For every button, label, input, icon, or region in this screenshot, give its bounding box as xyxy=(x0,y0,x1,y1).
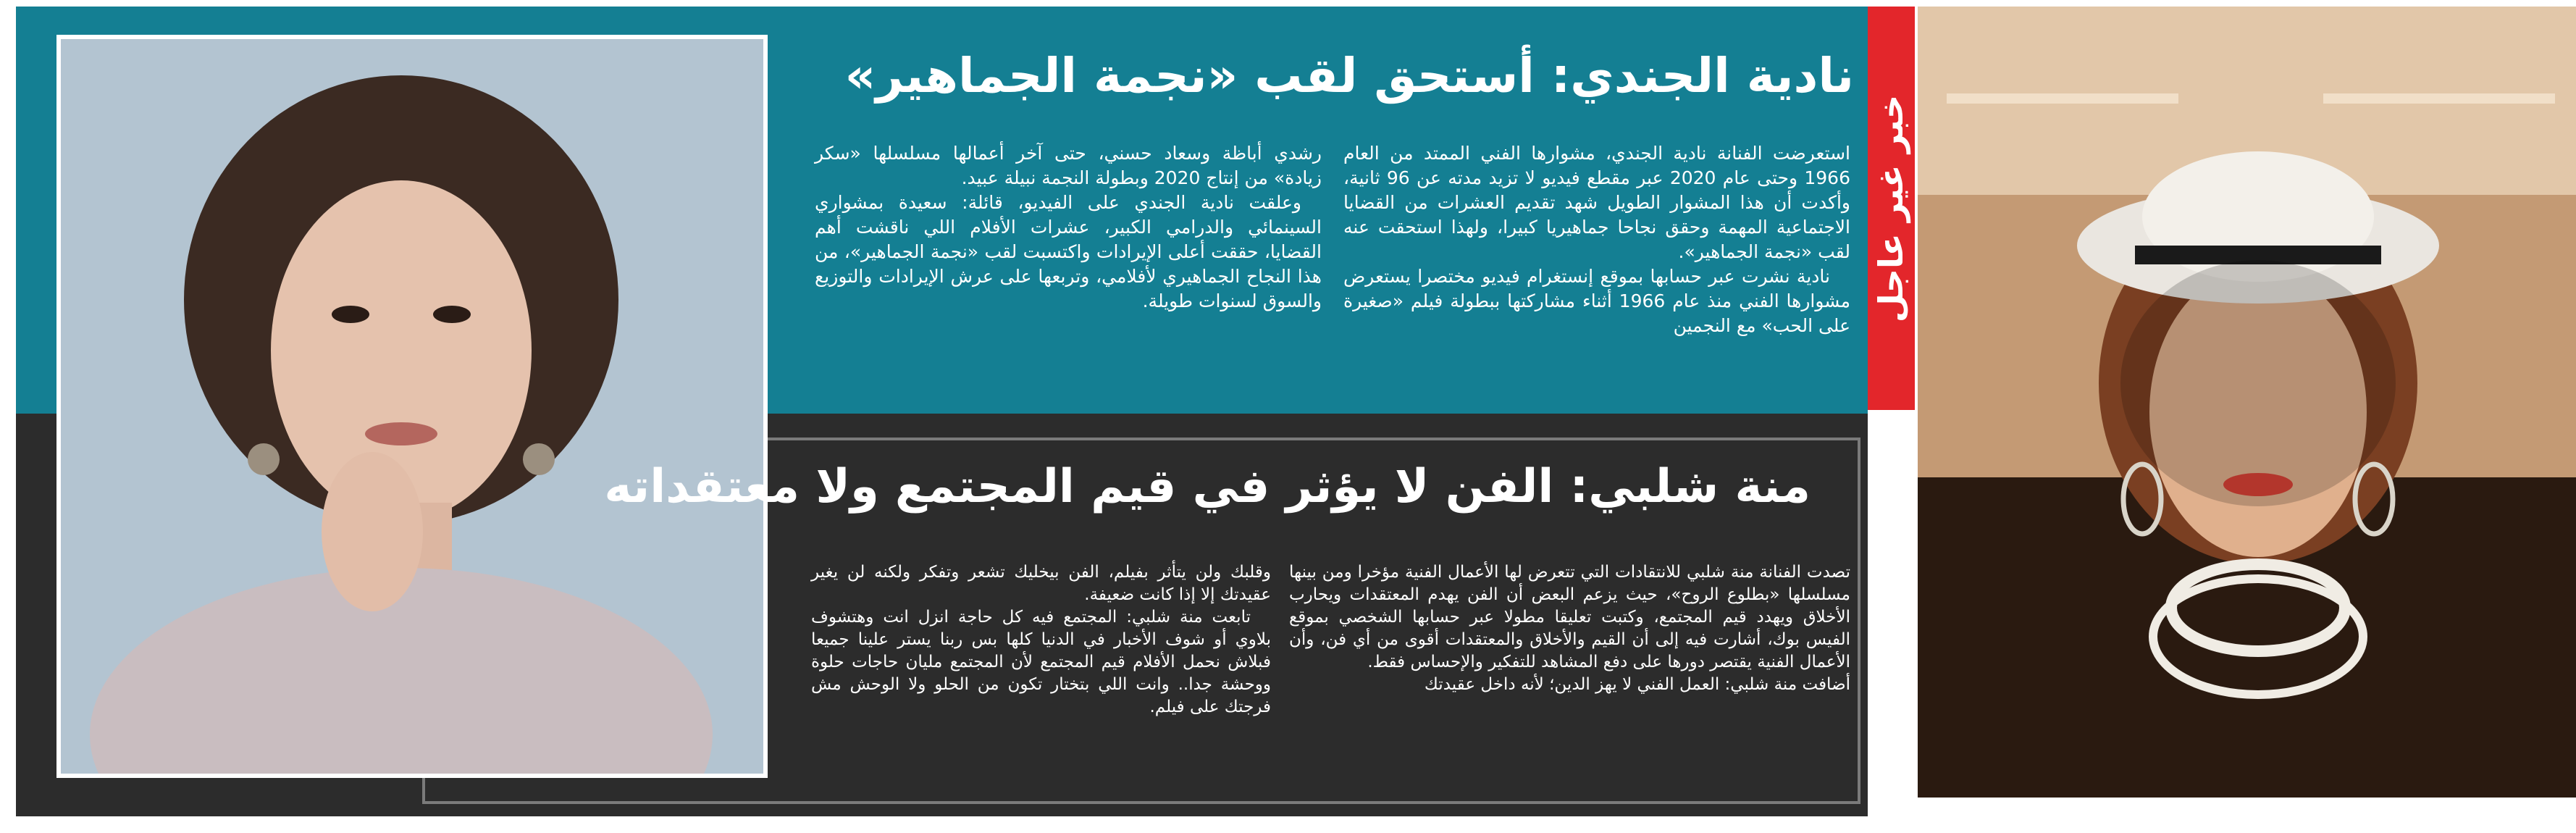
story1-column-left xyxy=(815,141,1322,314)
vintage-portrait-photo xyxy=(1918,7,2576,798)
story2-headline: منة شلبي: الفن لا يؤثر في قيم المجتمع ولا معتقداته xyxy=(604,460,1811,514)
portrait-photo xyxy=(56,35,768,778)
story1-paragraph: استعرضت الفنانة نادية الجندي، مشوارها الفني الممتد من العام 1966 وحتى عام 2020 عبر مقطع فيديو لا تزيد مدته عن 96 ثانية، وأكدت أن هذا المشوار الطويل شهد تقديم العشرات من القضايا الاجتماعية المهمة وحقق نجاحا جماهيريا كبيرا، ولهذا استحقت عنه لقب «نجمة الجماهير». xyxy=(1343,143,1850,262)
story1-paragraph: وعلقت نادية الجندي على الفيديو، قائلة: سعيدة بمشواري السينمائي والدرامي الكبير، عشرات الأفلام اللي ناقشت أهم القضايا، حققت أعلى الإيرادات واكتسبت لقب «نجمة الجماهير»، من هذا النجاح الجماهيري لأفلامي، وتربعها على عرش الإيرادات والتوزيع والسوق لسنوات طويلة. xyxy=(815,192,1322,311)
story2-column-left xyxy=(811,561,1271,719)
urgent-label-text: خبر غير عاجل xyxy=(1871,94,1911,322)
story2-paragraph: وقلبك ولن يتأثر بفيلم، الفن بيخليك تشعر وتفكر ولكنه لن يغير عقيدتك إلا إذا كانت ضعيفة. xyxy=(811,563,1271,604)
story1-headline: نادية الجندي: أستحق لقب «نجمة الجماهير» xyxy=(844,48,1854,104)
urgent-label xyxy=(1868,7,1915,410)
story2-column-right xyxy=(1289,561,1850,696)
story2-paragraph: تصدت الفنانة منة شلبي للانتقادات التي تتعرض لها الأعمال الفنية مؤخرا ومن بينها مسلسلها «بطلوع الروح»، حيث يزعم البعض أن الفن يهدم المعتقدات ويحارب الأخلاق ويهدد قيم المجتمع، وكتبت تعليقا مطولا عبر حسابها الشخصي بموقع الفيس بوك، أشارت فيه إلى أن القيم والأخلاق والمعتقدات أقوى من أي فن، وأن الأعمال الفنية يقتصر دورها على دفع المشاهد للتفكير والإحساس فقط. xyxy=(1289,563,1850,671)
story2-paragraph: أضافت منة شلبي: العمل الفني لا يهز الدين؛ لأنه داخل عقيدتك xyxy=(1424,675,1850,694)
story1-paragraph: رشدي أباظة وسعاد حسني، حتى آخر أعمالها مسلسلها «سكر زيادة» من إنتاج 2020 وبطولة النجمة نبيلة عبيد. xyxy=(815,143,1322,188)
story2-paragraph: تابعت منة شلبي: المجتمع فيه كل حاجة انزل انت وهتشوف بلاوي أو شوف الأخبار في الدنيا كلها بس ربنا يستر علينا جميعا فبلاش نحمل الأفلام قيم المجتمع لأن المجتمع مليان حاجات حلوة ووحشة جدا.. وانت اللي بتختار تكون من الحلو ولا الوحش مش فرجتك على فيلم. xyxy=(811,608,1271,716)
story1-paragraph: نادية نشرت عبر حسابها بموقع إنستغرام فيديو مختصرا يستعرض مشوارها الفني منذ عام 1966 أثناء مشاركتها ببطولة فيلم «صغيرة على الحب» مع النجمين xyxy=(1343,266,1850,336)
story1-column-right xyxy=(1343,141,1850,338)
